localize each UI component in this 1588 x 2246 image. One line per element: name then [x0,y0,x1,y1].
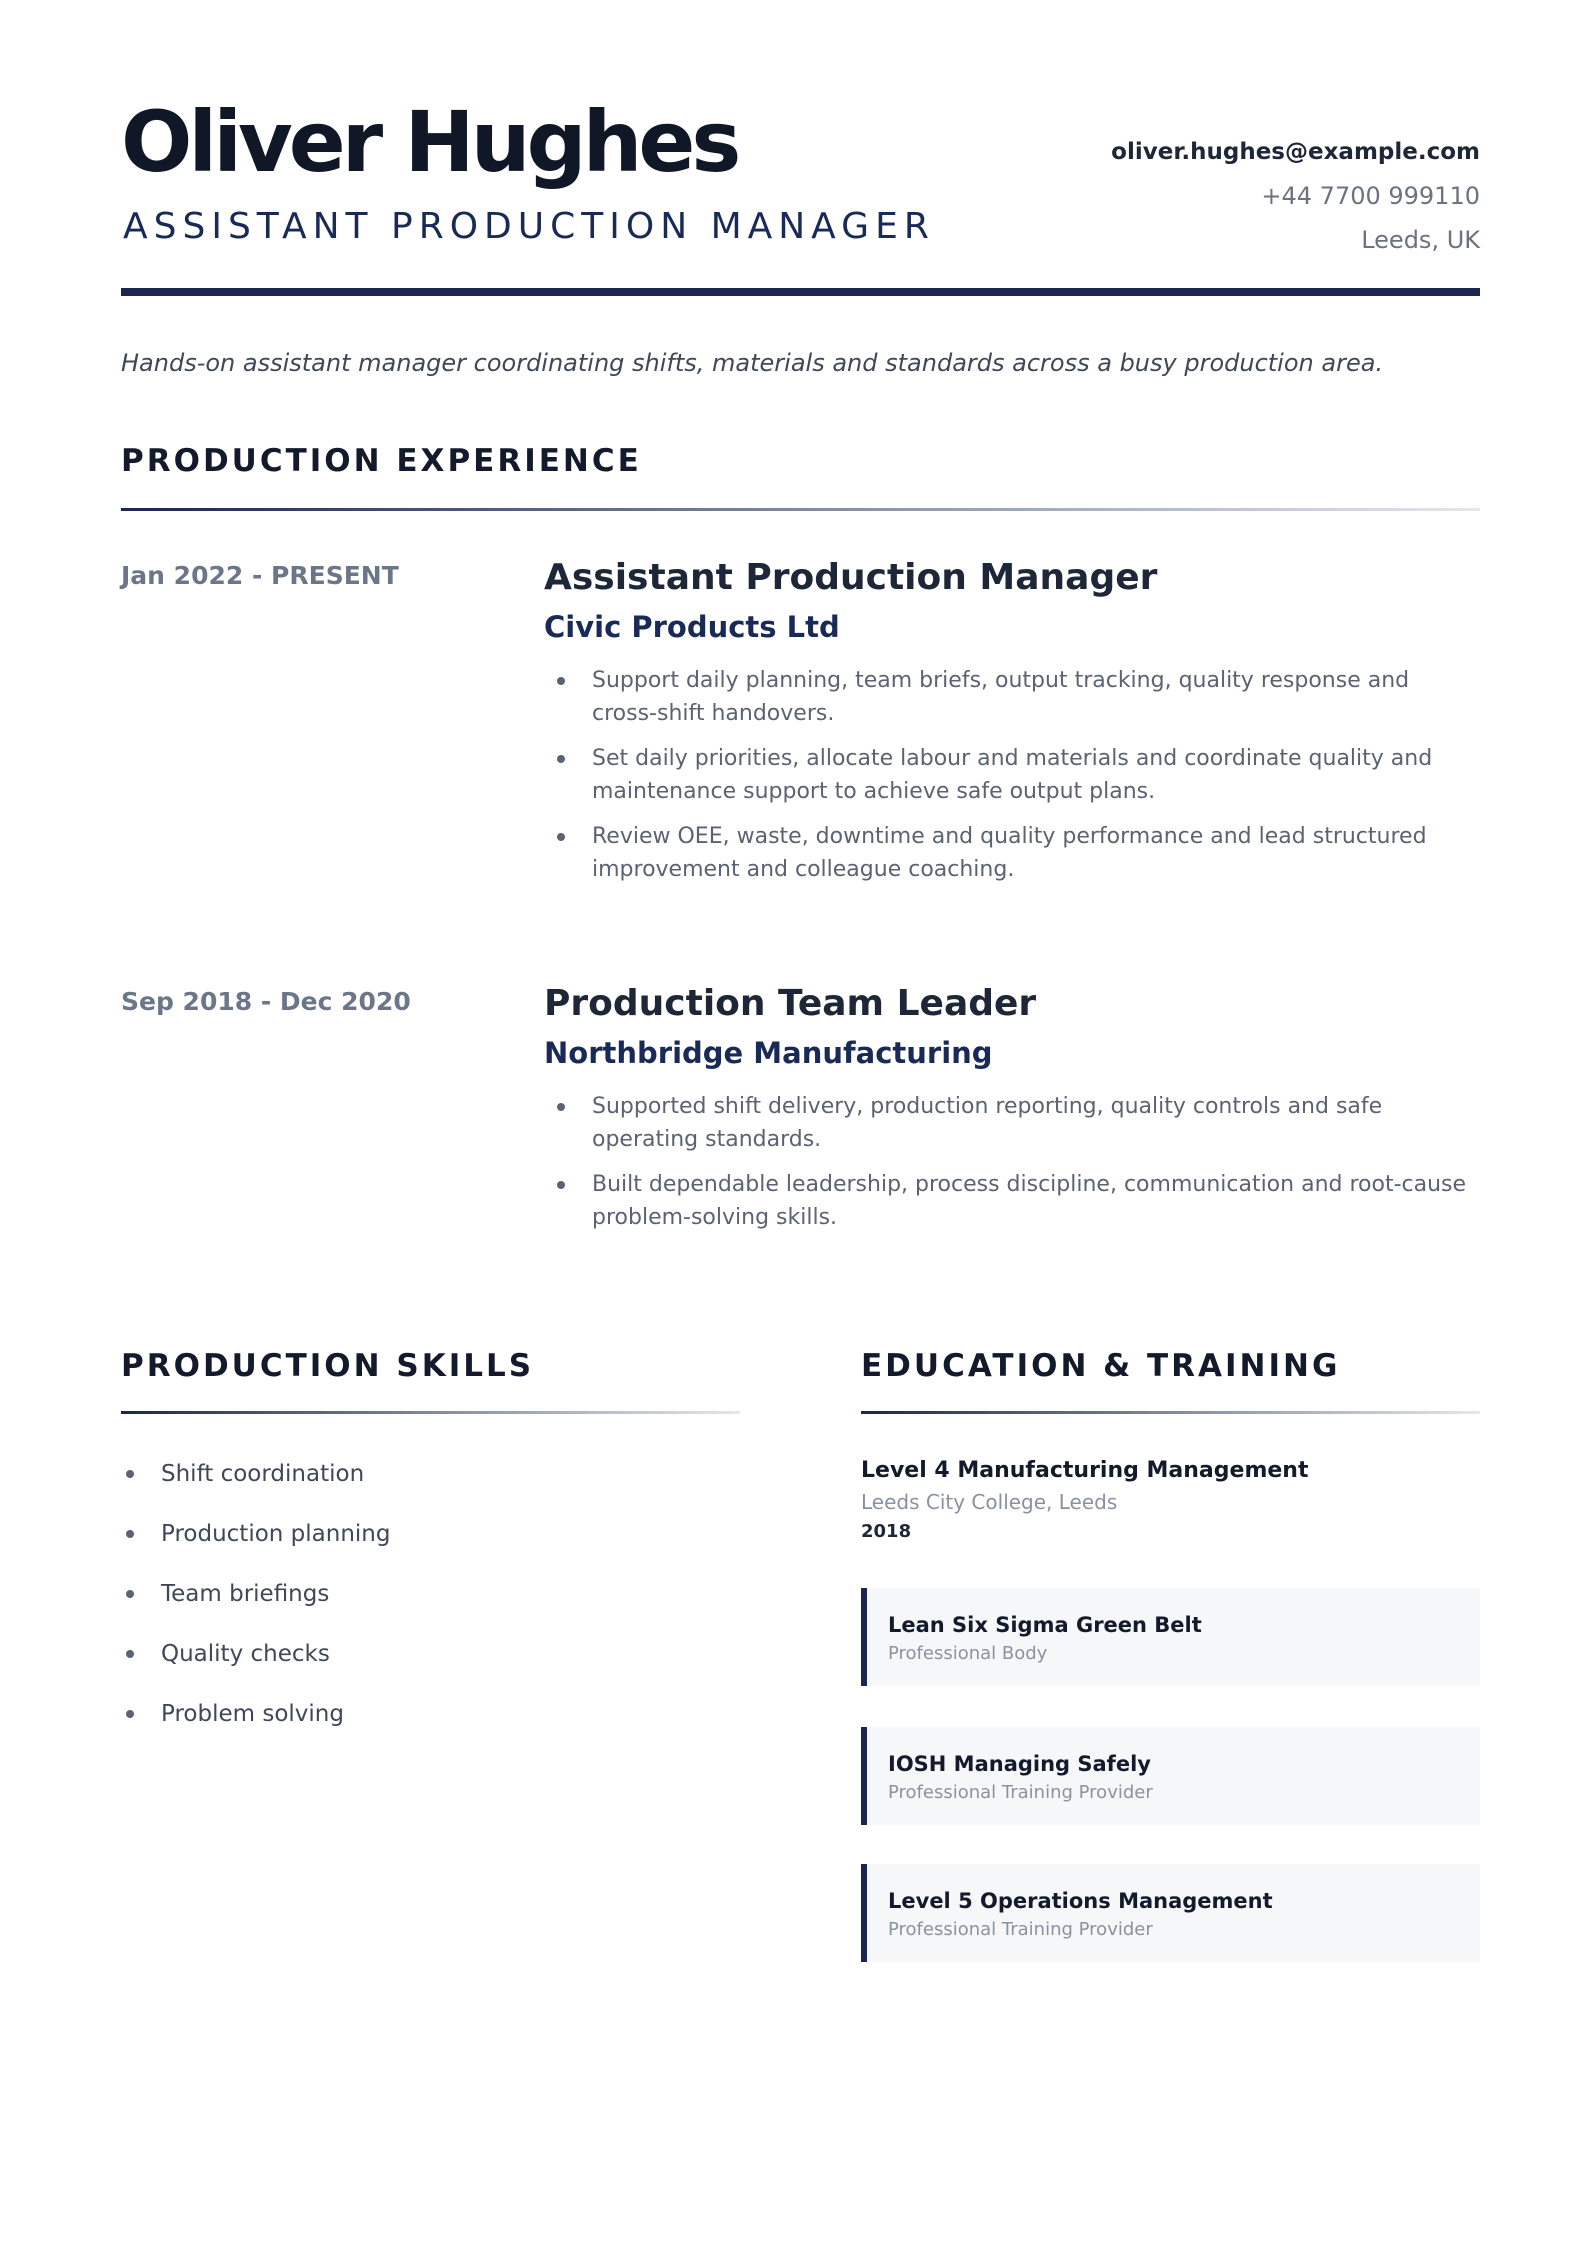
bullet-dot-icon [126,1590,134,1598]
certification-name: Lean Six Sigma Green Belt [888,1613,1202,1637]
skills-heading: PRODUCTION SKILLS [121,1348,535,1384]
experience-heading: PRODUCTION EXPERIENCE [121,443,642,479]
contact-phone: +44 7700 999110 [1261,182,1480,210]
skill-item: Team briefings [121,1576,741,1636]
skill-item: Production planning [121,1516,741,1576]
bullet-dot-icon [557,1181,565,1189]
job-bullet: Support daily planning, team briefs, output tracking, quality response and cross-shift handovers. [544,664,1480,730]
bullet-dot-icon [557,833,565,841]
candidate-name: Oliver Hughes [121,93,738,191]
certification-card [861,1864,1480,1962]
job-bullets [544,1090,1480,1234]
job-bullet: Review OEE, waste, downtime and quality performance and lead structured improvement and colleague coaching. [544,820,1480,886]
certification-name: Level 5 Operations Management [888,1889,1273,1913]
job-company: Civic Products Ltd [544,610,840,644]
job-bullet: Supported shift delivery, production reporting, quality controls and safe operating standards. [544,1090,1480,1156]
certification-provider: Professional Training Provider [888,1782,1153,1803]
certification-card [861,1727,1480,1825]
certification-card [861,1588,1480,1686]
bullet-dot-icon [557,755,565,763]
education-entry [861,1455,1480,1547]
certification-provider: Professional Training Provider [888,1919,1153,1940]
job-dates: Jan 2022 - PRESENT [121,561,399,590]
education-qualification: Level 4 Manufacturing Management [861,1458,1309,1483]
education-heading: EDUCATION & TRAINING [861,1348,1341,1384]
contact-location: Leeds, UK [1361,226,1480,254]
bullet-dot-icon [126,1470,134,1478]
bullet-dot-icon [126,1650,134,1658]
contact-block [1111,130,1480,262]
bullet-dot-icon [126,1530,134,1538]
job-company: Northbridge Manufacturing [544,1036,993,1070]
education-institution: Leeds City College, Leeds [861,1490,1118,1514]
profile-summary: Hands-on assistant manager coordinating shifts, materials and standards across a busy production area. [121,349,1384,377]
job-bullets [544,664,1480,886]
education-year: 2018 [861,1521,912,1542]
experience-divider [121,508,1480,511]
job-bullet: Set daily priorities, allocate labour and materials and coordinate quality and maintenance support to achieve safe output plans. [544,742,1480,808]
resume-header [121,88,1480,294]
job-title: Assistant Production Manager [544,557,1158,598]
job-dates: Sep 2018 - Dec 2020 [121,987,411,1016]
certification-name: IOSH Managing Safely [888,1752,1151,1776]
header-divider [121,288,1480,296]
skills-divider [121,1411,740,1414]
bullet-dot-icon [557,1103,565,1111]
job-details [544,558,1480,898]
bullet-dot-icon [557,677,565,685]
contact-email[interactable]: oliver.hughes@example.com [1111,139,1480,165]
job-details [544,984,1480,1246]
education-divider [861,1411,1480,1414]
skill-item: Problem solving [121,1696,741,1756]
certification-provider: Professional Body [888,1643,1048,1664]
skills-list [121,1456,741,1756]
job-title: Production Team Leader [544,983,1037,1024]
skill-item: Quality checks [121,1636,741,1696]
bullet-dot-icon [126,1710,134,1718]
job-bullet: Built dependable leadership, process discipline, communication and root-cause problem-solving skills. [544,1168,1480,1234]
skill-item: Shift coordination [121,1456,741,1516]
candidate-role: ASSISTANT PRODUCTION MANAGER [123,206,935,247]
